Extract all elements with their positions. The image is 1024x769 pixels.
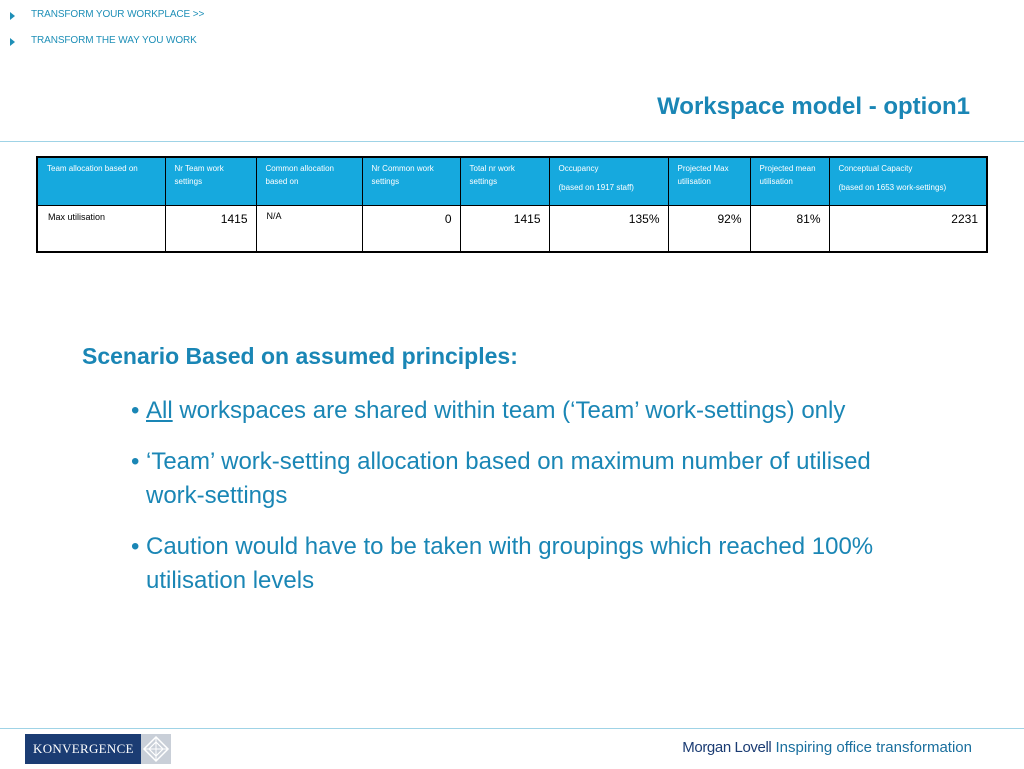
cell-conceptual-capacity: 2231 bbox=[829, 205, 987, 252]
header-occupancy: Occupancy (based on 1917 staff) bbox=[549, 157, 668, 205]
bullet-text: workspaces are shared within team (‘Team’ work-settings) only bbox=[172, 397, 846, 424]
morgan-lovell-logo bbox=[682, 739, 972, 756]
list-item bbox=[131, 530, 924, 598]
header-total-work-settings: Total nr work settings bbox=[460, 157, 549, 205]
header-capacity-sub: (based on 1653 work-settings) bbox=[838, 183, 947, 192]
cell-projected-mean: 81% bbox=[750, 205, 829, 252]
header-nr-team-work-settings: Nr Team work settings bbox=[165, 157, 256, 205]
brand-name: Morgan Lovell bbox=[682, 739, 772, 756]
header-occupancy-sub: (based on 1917 staff) bbox=[558, 183, 634, 192]
bullet-icon: • bbox=[131, 448, 140, 475]
bullet-emphasis: All bbox=[146, 397, 173, 424]
header-nr-common-work-settings: Nr Common work settings bbox=[362, 157, 460, 205]
brand-tagline: Inspiring office transformation bbox=[775, 739, 972, 756]
bullet-text: Caution would have to be taken with groupings which reached 100% utilisation levels bbox=[146, 533, 874, 594]
header-team-allocation: Team allocation based on bbox=[37, 157, 165, 205]
cell-common-allocation: N/A bbox=[256, 205, 362, 252]
scenario-heading: Scenario Based on assumed principles: bbox=[82, 343, 518, 369]
header-common-allocation: Common allocation based on bbox=[256, 157, 362, 205]
title-divider bbox=[0, 141, 1024, 142]
scenario-bullet-list bbox=[131, 394, 924, 615]
cell-nr-common: 0 bbox=[362, 205, 460, 252]
nav-link-label: TRANSFORM THE WAY YOU WORK bbox=[31, 35, 197, 46]
header-conceptual-capacity: Conceptual Capacity (based on 1653 work-settings) bbox=[829, 157, 987, 205]
list-item bbox=[131, 394, 924, 428]
footer-divider bbox=[0, 728, 1024, 729]
workspace-table bbox=[36, 156, 988, 253]
konvergence-mark-icon bbox=[141, 734, 171, 764]
table-header-row bbox=[37, 157, 987, 205]
chevron-right-icon bbox=[10, 12, 15, 20]
cell-projected-max: 92% bbox=[668, 205, 750, 252]
table-row bbox=[37, 205, 987, 252]
bullet-icon: • bbox=[131, 533, 140, 560]
bullet-text: ‘Team’ work-setting allocation based on maximum number of utilised work-settings bbox=[146, 448, 871, 509]
chevron-right-icon bbox=[10, 38, 15, 46]
cell-occupancy: 135% bbox=[549, 205, 668, 252]
konvergence-logo bbox=[25, 734, 171, 764]
cell-nr-team: 1415 bbox=[165, 205, 256, 252]
header-projected-mean: Projected mean utilisation bbox=[750, 157, 829, 205]
bullet-icon: • bbox=[131, 397, 140, 424]
header-projected-max: Projected Max utilisation bbox=[668, 157, 750, 205]
konvergence-wordmark: KONVERGENCE bbox=[33, 741, 134, 756]
cell-total: 1415 bbox=[460, 205, 549, 252]
list-item bbox=[131, 445, 924, 513]
cell-team-allocation: Max utilisation bbox=[37, 205, 165, 252]
page-title: Workspace model - option1 bbox=[657, 93, 970, 120]
nav-link-label: TRANSFORM YOUR WORKPLACE >> bbox=[31, 9, 205, 20]
